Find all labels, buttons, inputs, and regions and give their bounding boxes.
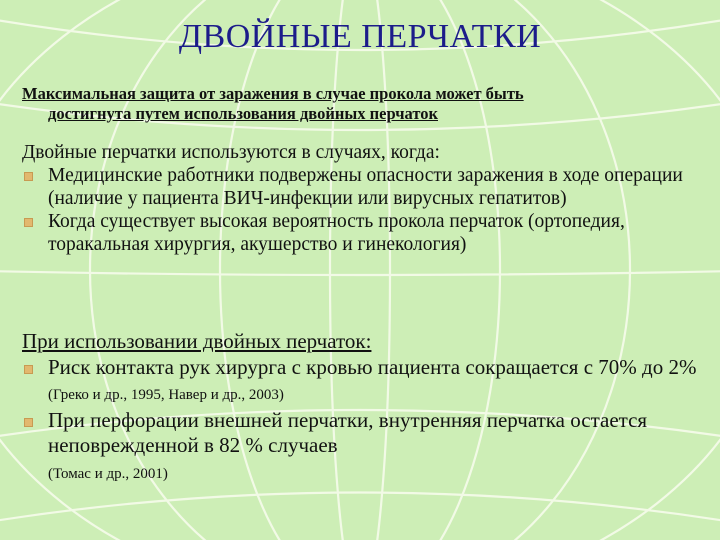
list-item: [22, 164, 702, 210]
list-item-text: Медицинские работники подвержены опасности заражения в ходе операции (наличие у пациента ВИЧ-инфекции или вирусных гепатитов): [48, 165, 683, 209]
citation: (Томас и др., 2001): [48, 466, 168, 482]
citation: (Греко и др., 1995, Навер и др., 2003): [48, 387, 284, 403]
page-title: ДВОЙНЫЕ ПЕРЧАТКИ: [178, 18, 542, 55]
square-bullet-icon: [24, 172, 33, 181]
intro-line-1: Максимальная защита от заражения в случае прокола может быть: [22, 84, 524, 103]
double-gloves-section: [22, 329, 712, 484]
square-bullet-icon: [24, 218, 33, 227]
usage-lead: Двойные перчатки используются в случаях, когда:: [22, 142, 440, 163]
list-item-text: При перфорации внешней перчатки, внутренняя перчатка остается неповрежденной в 82 % случаев: [48, 408, 648, 457]
list-item: [22, 210, 702, 256]
intro-line-2: достигнута путем использования двойных перчаток: [48, 104, 438, 123]
intro-statement: [22, 84, 702, 124]
section-heading: При использовании двойных перчаток:: [22, 329, 372, 353]
usage-cases: [22, 141, 702, 256]
square-bullet-icon: [24, 418, 33, 427]
square-bullet-icon: [24, 365, 33, 374]
list-item: [22, 408, 712, 458]
list-item-text: Когда существует высокая вероятность прокола перчаток (ортопедия, торакальная хирургия, акушерство и гинекология): [48, 211, 625, 255]
list-item-text: Риск контакта рук хирурга с кровью пациента сокращается с 70% до 2%: [48, 355, 697, 379]
list-item: [22, 355, 712, 408]
